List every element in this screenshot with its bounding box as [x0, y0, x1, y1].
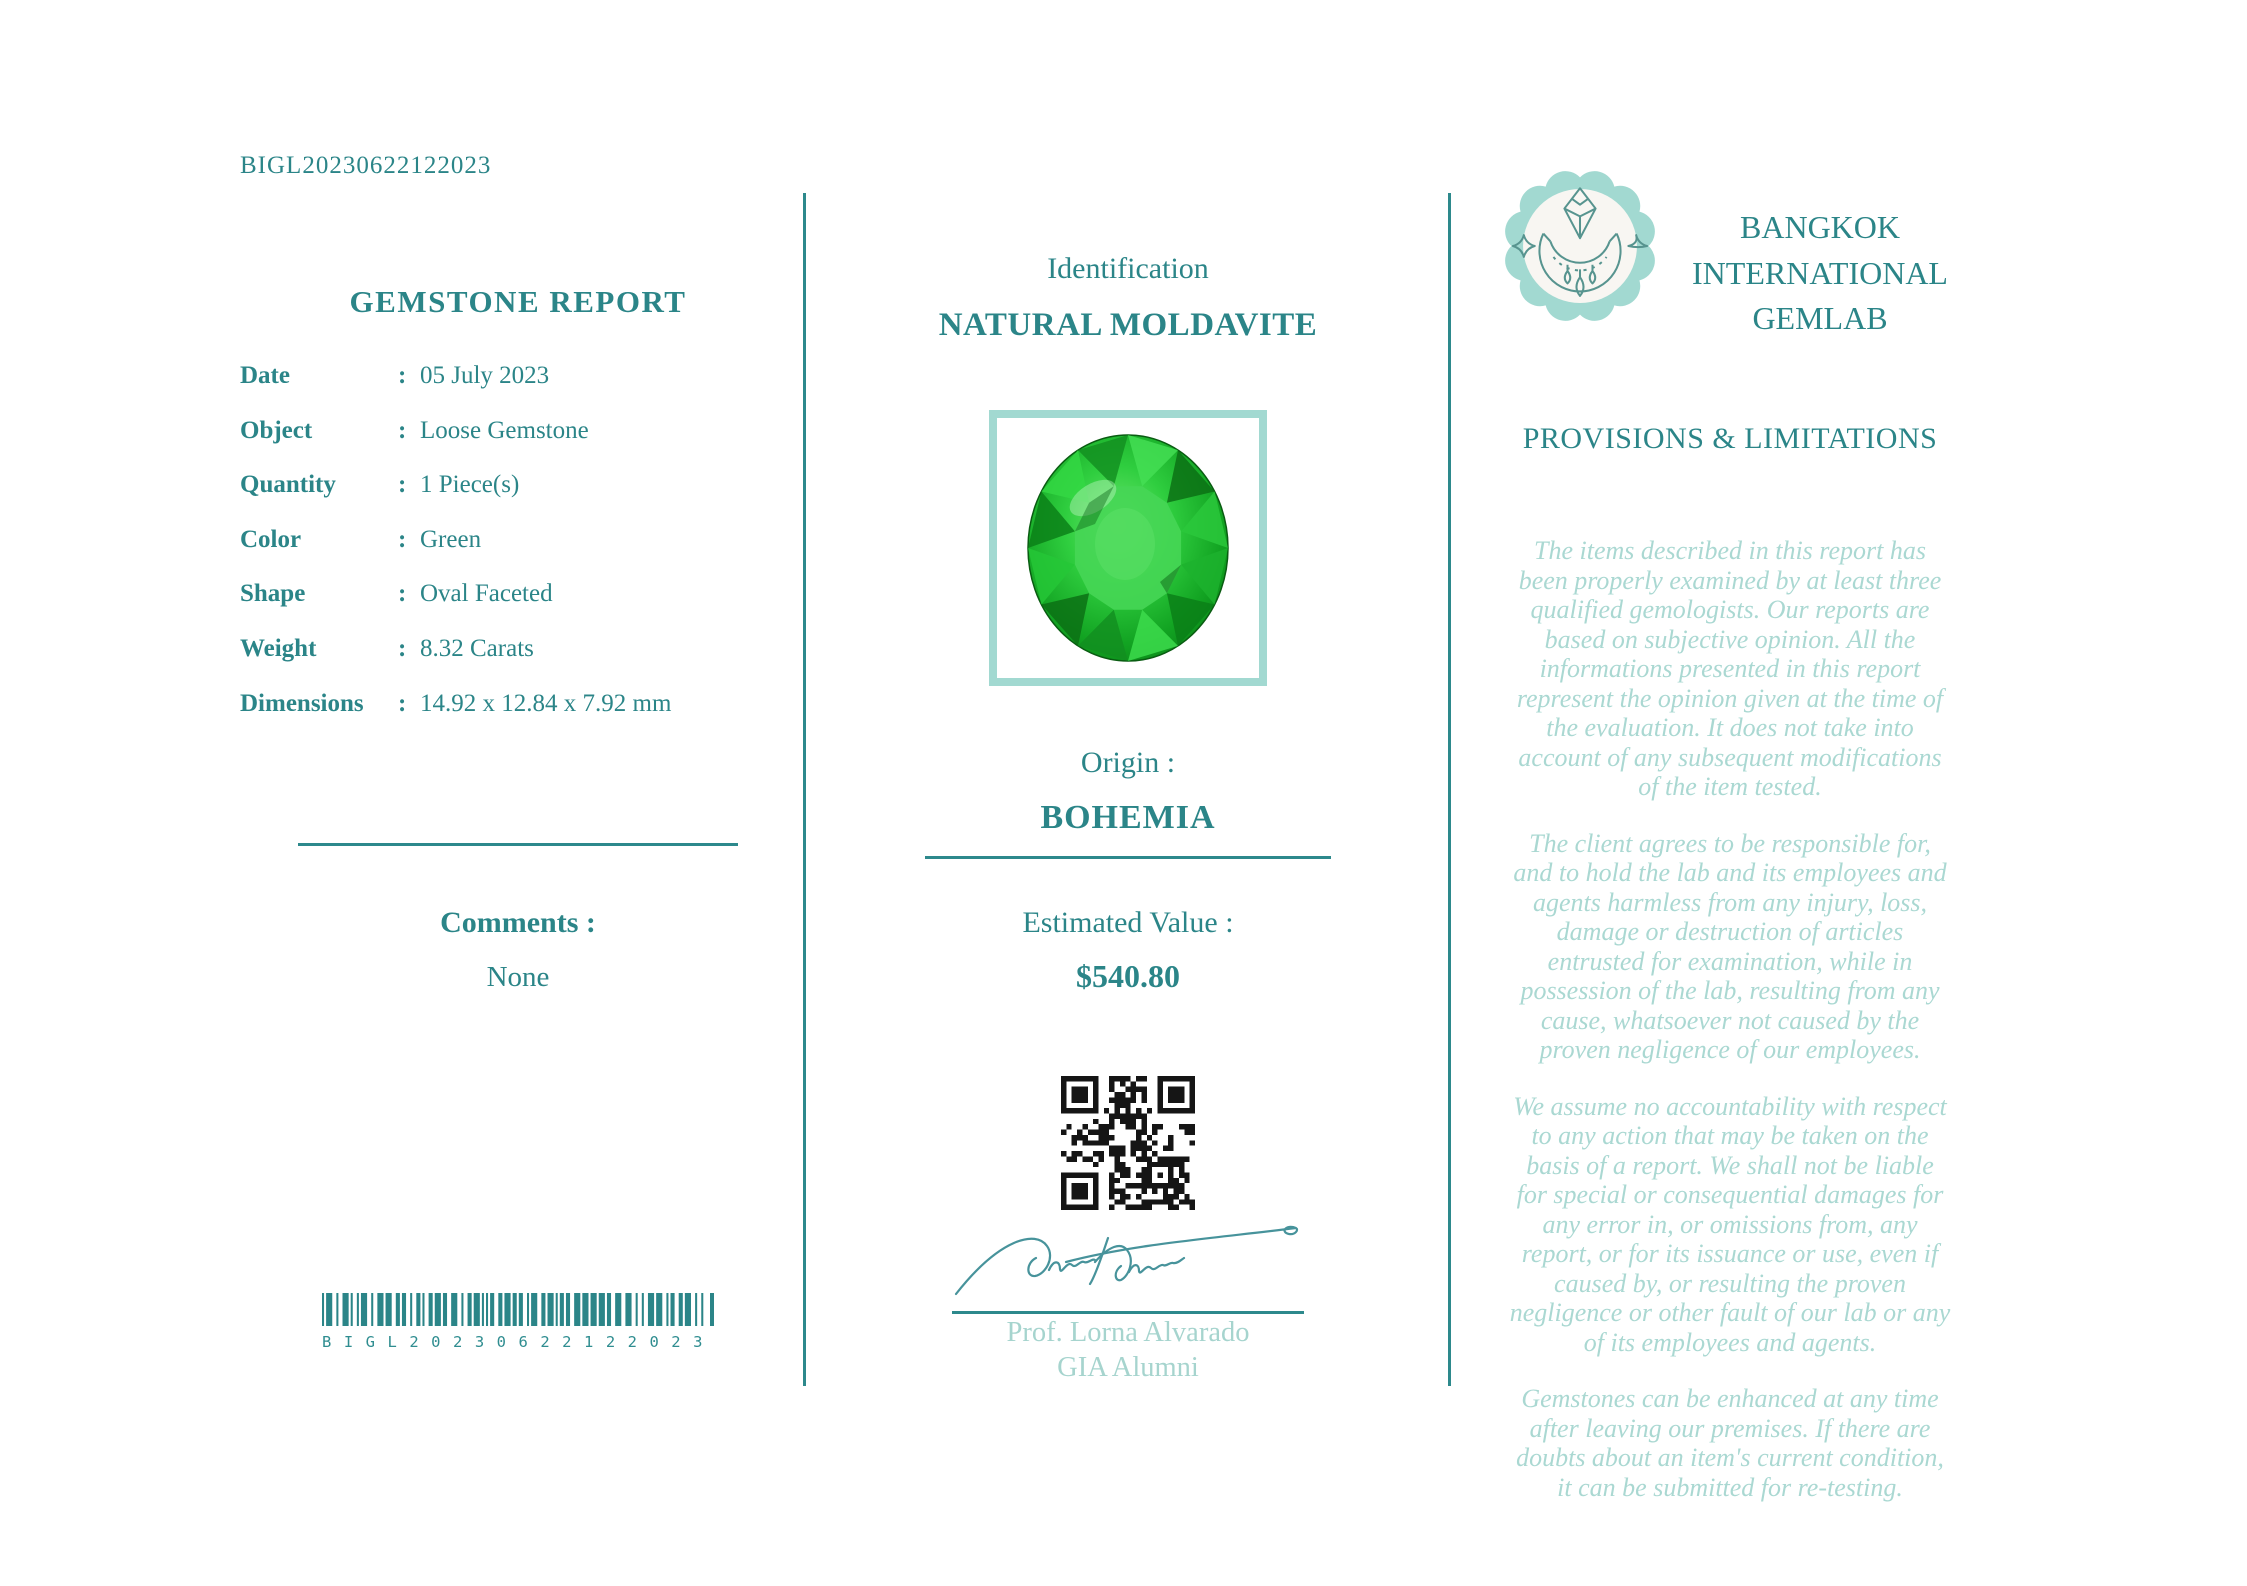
- table-row: Quantity : 1 Piece(s): [240, 471, 796, 526]
- field-value: Oval Faceted: [420, 580, 553, 608]
- lab-provisions-column: [1490, 0, 1970, 1586]
- barcode-text: BIGL20230622122023: [322, 1333, 715, 1351]
- lab-name-line: GEMLAB: [1752, 300, 1888, 336]
- column-divider: [1448, 193, 1451, 1386]
- provisions-title: PROVISIONS & LIMITATIONS: [1522, 422, 1938, 455]
- table-row: Object : Loose Gemstone: [240, 417, 796, 472]
- field-value: 1 Piece(s): [420, 471, 520, 499]
- provision-paragraph: The client agrees to be responsible for, and to hold the lab and its employees and agents harmless from any injury, loss, damage or destruction of articles entrusted for examination, while in possession of the lab, resulting from any cause, whatsoever not caused by the proven negligence of our employees.: [1513, 828, 1947, 1064]
- field-value: 05 July 2023: [420, 362, 550, 389]
- signature-line: [952, 1311, 1304, 1314]
- report-details-column: [240, 0, 796, 1586]
- signatory-name: Prof. Lorna Alvarado: [1006, 1317, 1250, 1348]
- identification-column: [810, 0, 1446, 1586]
- field-label: Color: [240, 525, 302, 553]
- section-divider: [298, 843, 738, 846]
- table-row: Shape : Oval Faceted: [240, 580, 796, 635]
- field-label: Object: [240, 416, 313, 444]
- field-value: 8.32 Carats: [420, 634, 534, 662]
- field-value: Loose Gemstone: [420, 416, 589, 444]
- identification-value: NATURAL MOLDAVITE: [938, 307, 1318, 343]
- field-value: Green: [420, 525, 482, 553]
- lab-logo-badge: [1502, 168, 1658, 324]
- estimated-value-label: Estimated Value :: [1022, 906, 1234, 939]
- qr-code: [1061, 1076, 1195, 1210]
- section-divider: [925, 856, 1331, 859]
- field-label: Shape: [240, 580, 306, 608]
- signatory-title: GIA Alumni: [1057, 1352, 1199, 1383]
- gemstone-fields-table: [240, 362, 796, 744]
- barcode-bars: [322, 1293, 714, 1326]
- identification-label: Identification: [1047, 252, 1209, 285]
- table-row: Dimensions : 14.92 x 12.84 x 7.92 mm: [240, 690, 796, 745]
- provision-paragraph: Gemstones can be enhanced at any time after leaving our premises. If there are doubts about an item's current condition, it can be submitted for re-testing.: [1516, 1384, 1944, 1502]
- page-title: GEMSTONE REPORT: [349, 284, 687, 319]
- origin-label: Origin :: [1080, 746, 1176, 779]
- provision-paragraph: We assume no accountability with respect to any action that may be taken on the basis of a report. We shall not be liable for special or consequential damages for any error in, or omissions from, any report, or for its issuance or use, even if caused by, or resulting the proven negligence or other fault of our lab or any of its employees and agents.: [1509, 1091, 1951, 1357]
- lab-name: [1670, 205, 1970, 342]
- origin-value: BOHEMIA: [1040, 799, 1216, 836]
- table-row: Date : 05 July 2023: [240, 362, 796, 417]
- column-divider: [803, 193, 806, 1386]
- field-value: 14.92 x 12.84 x 7.92 mm: [420, 689, 672, 717]
- provisions-text: [1508, 536, 1952, 1529]
- barcode: [322, 1293, 714, 1351]
- field-label: Weight: [240, 634, 317, 662]
- comments-label: Comments :: [440, 906, 596, 939]
- lab-name-line: BANGKOK: [1740, 209, 1900, 245]
- field-label: Quantity: [240, 471, 336, 499]
- gemstone-photo: [1025, 432, 1231, 664]
- field-label: Date: [240, 362, 290, 389]
- table-row: Weight : 8.32 Carats: [240, 635, 796, 690]
- report-number: BIGL20230622122023: [240, 152, 492, 179]
- comments-value: None: [486, 961, 550, 993]
- provision-paragraph: The items described in this report has been properly examined by at least three qualified gemologists. Our reports are based on subjective opinion. All the informations presented in this report represent the opinion given at the time of the evaluation. It does not take into account of any subsequent modifications of the item tested.: [1516, 536, 1944, 801]
- gemstone-photo-frame: [989, 410, 1267, 686]
- table-row: Color : Green: [240, 526, 796, 581]
- signature: [948, 1216, 1308, 1311]
- field-label: Dimensions: [240, 689, 364, 717]
- estimated-value-amount: $540.80: [1076, 958, 1180, 994]
- lab-name-line: INTERNATIONAL: [1692, 254, 1948, 291]
